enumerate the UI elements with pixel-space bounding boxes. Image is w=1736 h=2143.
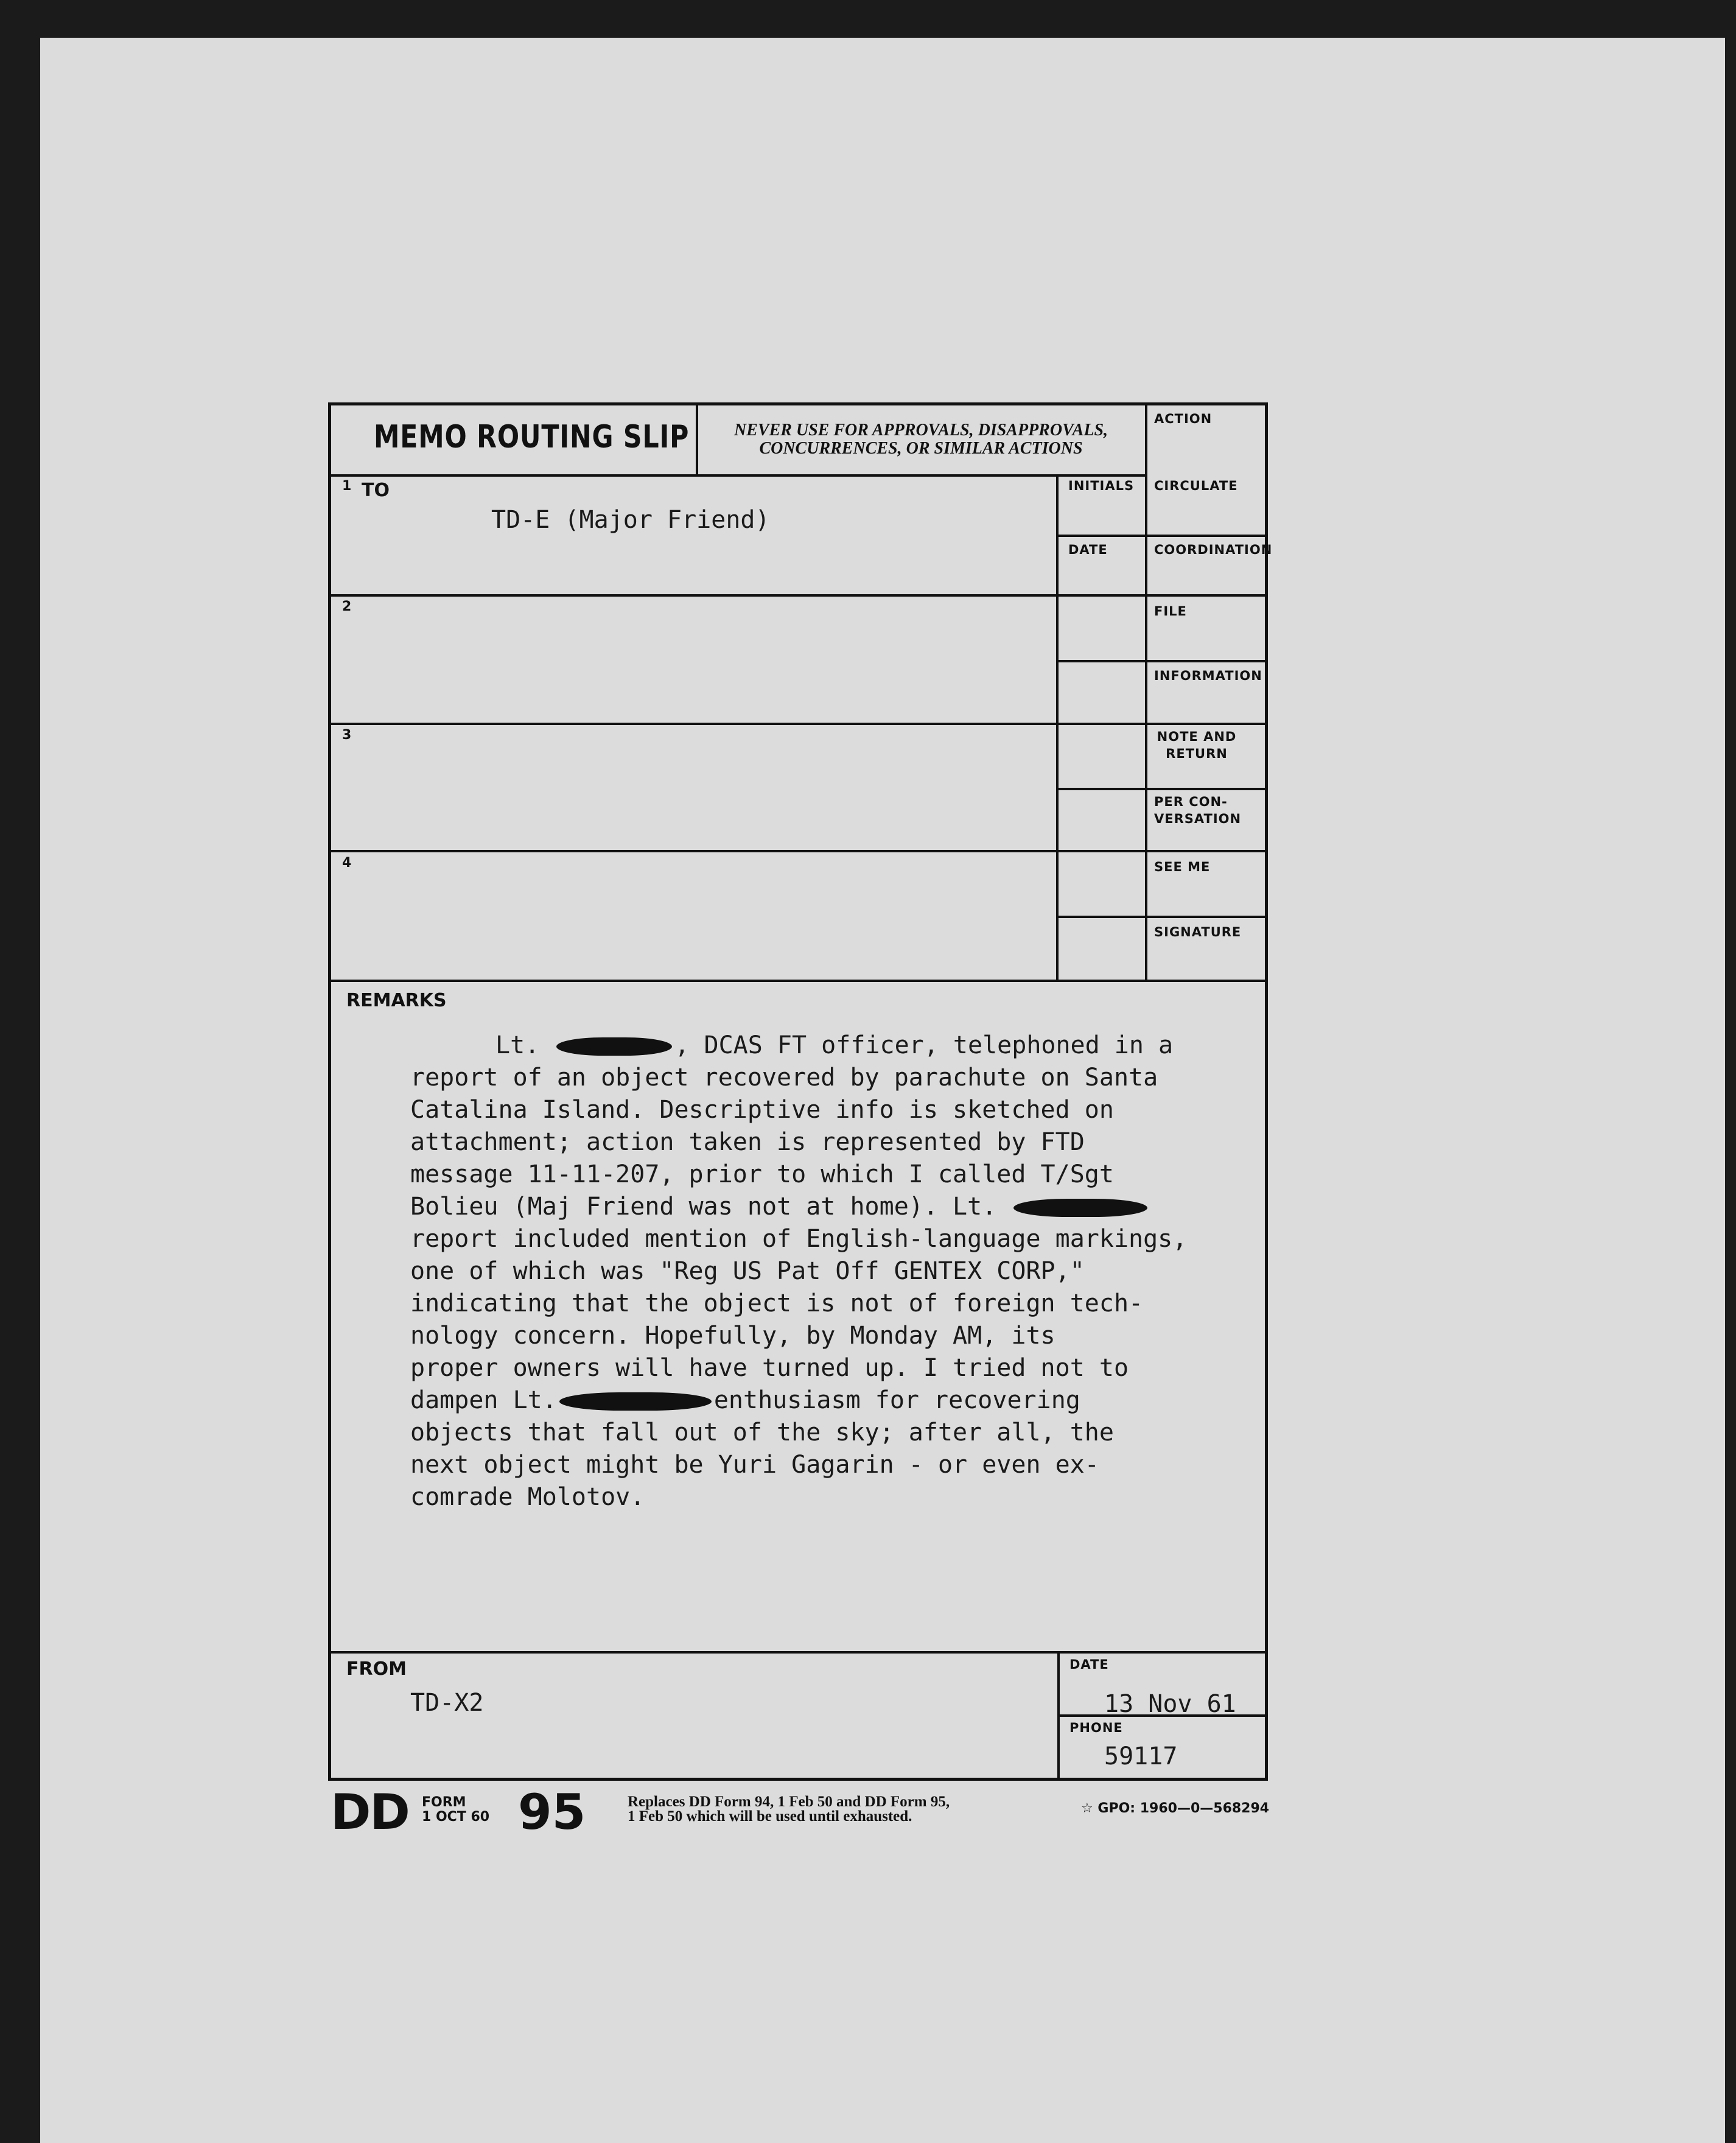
divider [1056,850,1265,852]
remarks-line: message 11-11-207, prior to which I called T/Sgt [410,1160,1114,1188]
remarks-line: attachment; action taken is represented by FTD [410,1128,1085,1156]
action-signature: SIGNATURE [1154,925,1242,939]
remarks-line: report included mention of English-language markings, [410,1225,1188,1253]
from-label: FROM [346,1658,407,1680]
action-header: ACTION [1154,412,1213,426]
replaces-note: Replaces DD Form 94, 1 Feb 50 and DD Form 95, 1 Feb 50 which will be used until exhausted. [628,1794,950,1825]
form-word: FORM [422,1795,466,1810]
divider [1056,916,1265,918]
remarks-line: one of which was "Reg US Pat Off GENTEX CORP," [410,1257,1085,1285]
remarks-label: REMARKS [346,990,447,1011]
row-number: 3 [342,728,352,743]
divider [1056,594,1265,597]
to-value: TD-E (Major Friend) [491,506,770,534]
divider [1056,474,1059,981]
action-coordination: COORDINATION [1154,542,1273,557]
remarks-line: Catalina Island. Descriptive info is sketched on [410,1096,1114,1124]
phone-label: PHONE [1069,1720,1123,1735]
remarks-line: proper owners will have turned up. I tried not to [410,1354,1129,1382]
action-see-me: SEE ME [1154,860,1211,874]
remarks-line: next object might be Yuri Gagarin - or even ex- [410,1451,1099,1479]
divider [1056,660,1265,662]
remarks-line: dampen Lt. enthusiasm for recovering [410,1386,1080,1414]
remarks-line: indicating that the object is not of foreign tech- [410,1289,1144,1317]
action-per-conversation: PER CON- VERSATION [1154,794,1242,826]
remarks-line: comrade Molotov. [410,1483,645,1511]
remarks-line: objects that fall out of the sky; after all, the [410,1419,1114,1447]
remarks-text [410,1029,1262,1513]
form-number: 95 [518,1784,586,1840]
to-label: TO [362,480,390,501]
divider [331,1651,1265,1654]
divider [1145,405,1147,981]
form-date: 1 OCT 60 [422,1809,490,1825]
redaction-mark [556,1037,672,1056]
remarks-line: Bolieu (Maj Friend was not at home). Lt. [410,1191,1262,1223]
remarks-line: report of an object recovered by parachute on Santa [410,1064,1158,1092]
from-date-label: DATE [1069,1657,1109,1672]
divider [331,723,1059,725]
action-information: INFORMATION [1154,668,1262,683]
action-circulate: CIRCULATE [1154,479,1238,493]
divider [696,405,698,474]
redaction-mark [1013,1199,1147,1217]
dd-mark: DD [331,1784,409,1840]
gpo-code: ☆ GPO: 1960—0—568294 [1081,1801,1270,1816]
divider [1056,723,1265,725]
remarks-line: nology concern. Hopefully, by Monday AM, its [410,1322,1055,1350]
remarks-line: Lt. , DCAS FT officer, telephoned in a [495,1031,1174,1059]
phone-value: 59117 [1104,1742,1178,1770]
from-date-value: 13 Nov 61 [1104,1690,1236,1718]
date-label: DATE [1068,542,1108,557]
divider [331,594,1059,597]
action-note-and-return: NOTE AND RETURN [1157,729,1237,761]
row-number: 1 [342,479,352,494]
divider [331,980,1265,982]
initials-label: INITIALS [1068,479,1135,493]
divider [331,850,1059,852]
divider [1056,535,1265,537]
redaction-mark [559,1392,712,1411]
warning-text: NEVER USE FOR APPROVALS, DISAPPROVALS, CONCURRENCES, OR SIMILAR ACTIONS [733,421,1108,458]
action-file: FILE [1154,604,1187,619]
form-title: MEMO ROUTING SLIP [374,419,690,455]
row-number: 4 [342,855,352,871]
row-number: 2 [342,599,352,614]
memo-routing-slip [328,402,1273,1781]
divider [1056,788,1265,790]
from-value: TD-X2 [410,1689,484,1717]
divider [331,474,1147,477]
